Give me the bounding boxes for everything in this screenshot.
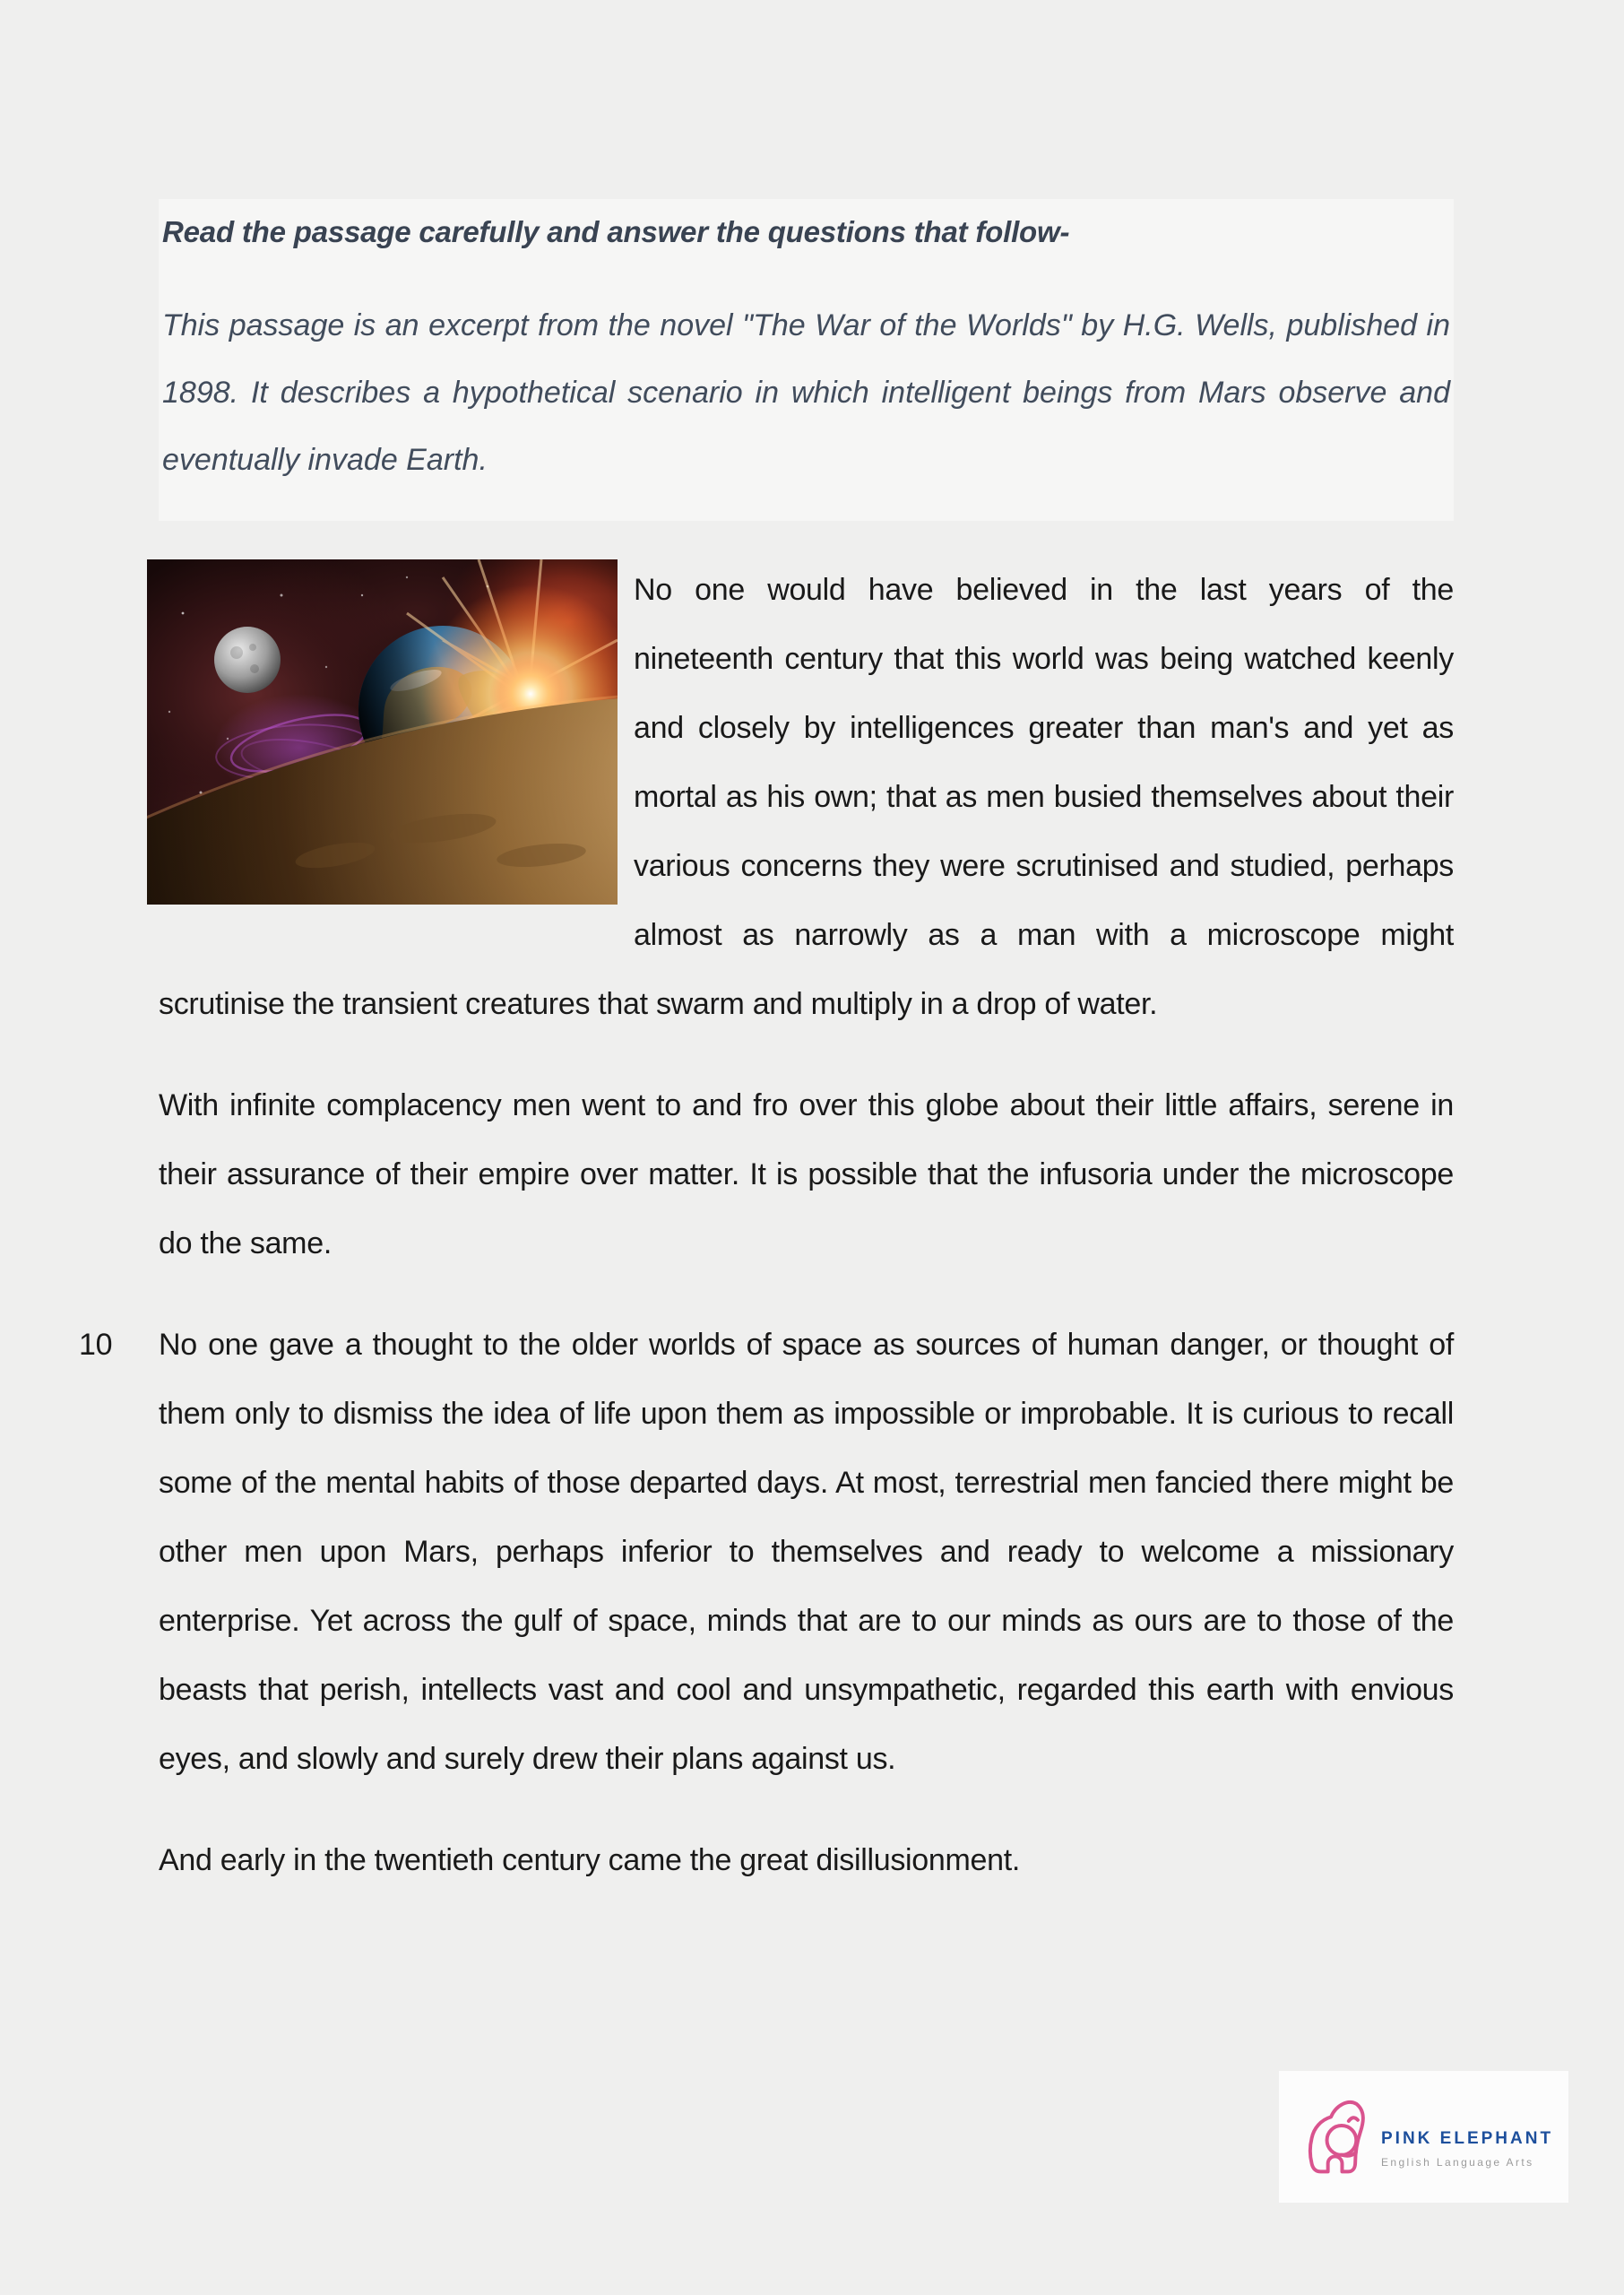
passage-paragraph-2	[159, 1071, 1454, 1278]
space-illustration	[147, 559, 618, 905]
planets-image	[147, 559, 618, 905]
logo-title: PINK ELEPHANT	[1381, 2128, 1554, 2148]
passage-body	[79, 556, 1454, 1927]
logo-subtitle: English Language Arts	[1381, 2155, 1534, 2169]
instruction-heading: Read the passage carefully and answer the questions that follow-	[162, 215, 1070, 248]
publisher-logo	[1279, 2071, 1568, 2203]
passage-intro: This passage is an excerpt from the novel "The War of the Worlds" by H.G. Wells, published in 1898. It describes a hypothetical scenario in which intelligent beings from Mars observe and eventually invade Earth.	[162, 308, 1450, 477]
passage-paragraph-3	[79, 1311, 1454, 1794]
logo-text	[1381, 2129, 1553, 2169]
line-number: 10	[79, 1328, 113, 1362]
passage-paragraph-1	[159, 556, 1454, 1039]
paragraph-text: With infinite complacency men went to and fro over this globe about their little affairs, serene in their assurance of their empire over matter. It is possible that the infusoria under the microscope do the same.	[159, 1088, 1454, 1260]
pink-elephant-icon	[1291, 2083, 1378, 2192]
paragraph-text: And early in the twentieth century came the great disillusionment.	[159, 1843, 1021, 1877]
paragraph-text: No one gave a thought to the older worlds of space as sources of human danger, or thought of them only to dismiss the idea of life upon them as impossible or improbable. It is curious to recall some of the mental habits of those departed days. At most, terrestrial men fancied there might be other men upon Mars, perhaps inferior to themselves and ready to welcome a missionary enterprise. Yet across the gulf of space, minds that are to our minds as ours are to those of the beasts that perish, intellects vast and cool and unsympathetic, regarded this earth with envious eyes, and slowly and surely drew their plans against us.	[159, 1328, 1454, 1776]
paragraph-text: No one would have believed in the last years of the nineteenth century that this world was being watched keenly and closely by intelligences greater than man's and yet as mortal as his own; that as men busied themselves about their various concerns they were scrutinised and studied, perhaps almost as narrowly as a man with a microscope might scrutinise the transient creatures that swarm and multiply in a drop of water.	[159, 573, 1454, 1021]
instruction-panel	[159, 199, 1454, 521]
passage-paragraph-4	[159, 1826, 1454, 1895]
